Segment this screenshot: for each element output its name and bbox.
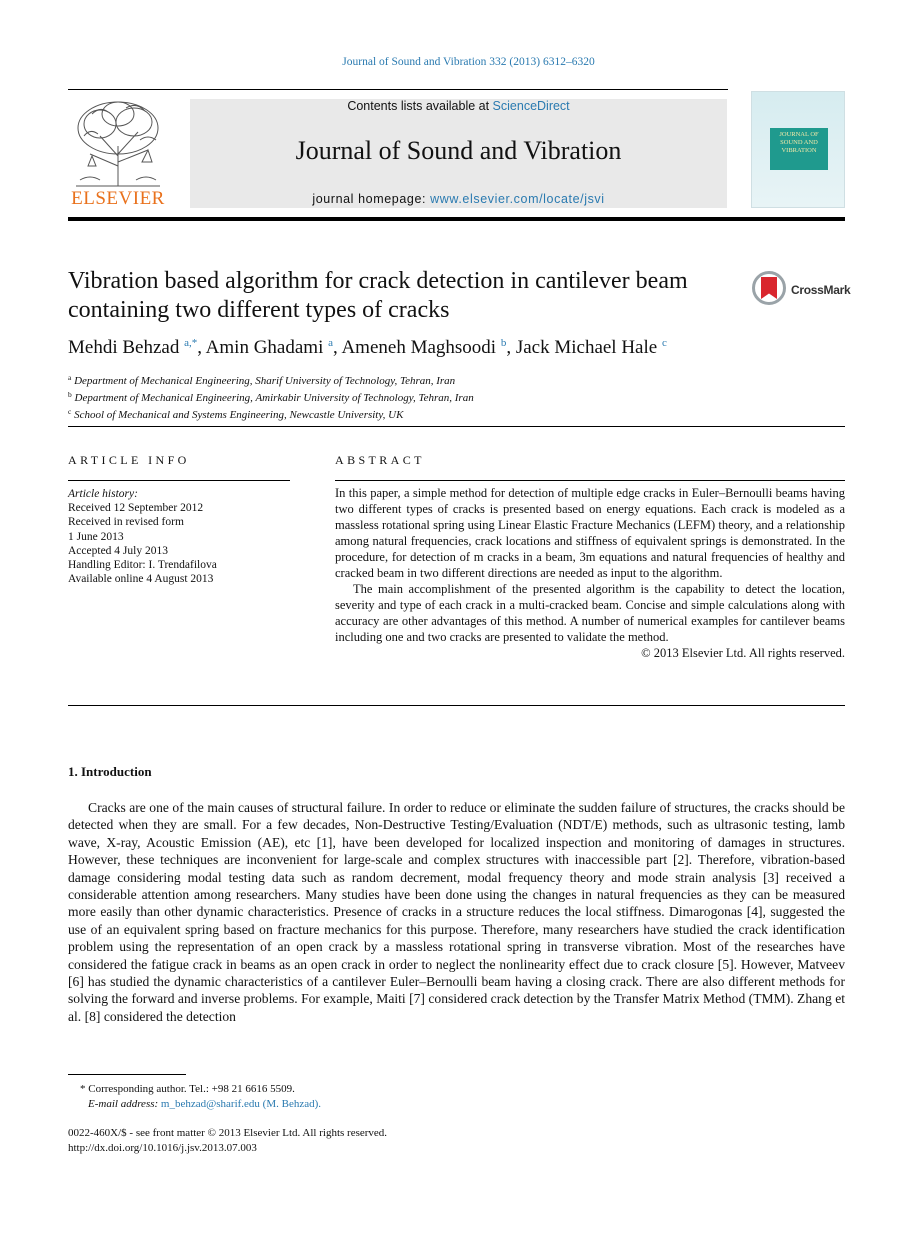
section-heading-introduction: 1. Introduction [68,764,152,779]
header-rule [68,89,728,90]
article-title: Vibration based algorithm for crack detection in cantilever beam containing two different types of cracks [68,268,688,323]
article-history [68,487,308,586]
issn-line: 0022-460X/$ - see front matter © 2013 Elsevier Ltd. All rights reserved. [68,1127,388,1139]
history-item: Received 12 September 2012 [68,502,204,515]
abstract-copyright: © 2013 Elsevier Ltd. All rights reserved. [641,646,845,660]
affiliation-marker: c [68,407,72,416]
history-item: 1 June 2013 [68,530,124,543]
author-name: Amin Ghadami [205,337,324,358]
section-rule [68,705,845,706]
affiliation-text: Department of Mechanical Engineering, Sharif University of Technology, Tehran, Iran [74,375,456,387]
abstract-rule [335,480,845,481]
affiliation [68,371,768,388]
sciencedirect-link[interactable]: ScienceDirect [492,99,570,113]
journal-title: Journal of Sound and Vibration [295,136,622,165]
corresponding-author-note: * Corresponding author. Tel.: +98 21 6616 5509. [80,1083,295,1095]
affiliation-text: Department of Mechanical Engineering, Amirkabir University of Technology, Tehran, Iran [74,392,474,404]
tree-icon [70,96,166,188]
elsevier-wordmark: ELSEVIER [71,188,165,209]
author-name: Mehdi Behzad [68,337,180,358]
affiliation-marker: a [68,373,72,382]
crossmark-badge[interactable] [752,271,851,309]
footnote-rule [68,1074,186,1075]
article-info-heading: ARTICLE INFO [68,453,190,467]
abstract-heading: ABSTRACT [335,453,425,467]
author-affiliation-marker[interactable]: b [500,337,507,349]
cover-title: JOURNAL OF SOUND AND VIBRATION [779,131,819,154]
introduction-body [68,799,845,1025]
header-rule-thick [68,217,845,221]
author-list: Mehdi Behzad $^{a,*}$, Amin Ghadami $^a$, Ameneh Maghsoodi $^b$, Jack Michael Hale $^c$ [68,337,667,358]
author-affiliation-marker[interactable]: a [328,337,333,349]
introduction-paragraph: Cracks are one of the main causes of structural failure. In order to reduce or eliminate the sudden failure of structures, the cracks should be detected when they are small. For a few decades, Non-Destructive Testing/Evaluation (NDT/E) methods, such as ultrasonic testing, lamb wave, X-ray, Acoustic Emission (AE), etc [1], have been developed for localized inspection and monitoring of damages in structures. However, these techniques are inconvenient for large-scale and complex structures with inaccessible part [2]. Therefore, vibration-based damage considering modal testing data such as random decrement, modal frequency theory and mode strain analysis [3] received a considerable attention among researchers. Many studies have been done using the changes in natural frequencies as they can be measured more easily than other dynamic characteristics. Presence of cracks in a structure reduces the local stiffness. Dimarogonas [4], suggested the use of an equivalent spring based on fracture mechanics for this purpose. Therefore, many researchers have studied the crack identification problem using the representation of an open crack by a massless rotational spring in transverse vibration. Most of the researches have considered the fatigue crack in beams as an open crack in order to neglect the nonlinearity effect due to crack closure [5]. However, Matveev [6] has studied the dynamic characteristics of a cantilever Euler–Bernoulli beam having a closing crack. There are also different methods for solving the forward and inverse problems. For example, Maiti [7] considered crack detection by the Transfer Matrix Method (TMM). Zhang et al. [8] considered the detection [68,800,845,1024]
affiliation-text: School of Mechanical and Systems Engineering, Newcastle University, UK [74,409,404,421]
history-item: Received in revised form [68,516,184,529]
abstract-paragraph: The main accomplishment of the presented algorithm is the capability to detect the location, severity and type of each crack in a multi-cracked beam. Concise and simple calculations along with accuracy are other advantages of this method. A number of numerical examples for cantilever beams including one and two cracks are presented to validate the method. [335,582,845,644]
bottom-meta [68,1126,568,1155]
email-label: E-mail address: [88,1098,161,1110]
affiliation-marker: b [68,390,72,399]
author-name: Ameneh Maghsoodi [341,337,497,358]
email-note [68,1097,568,1112]
author-affiliation-marker[interactable]: a,* [184,337,198,349]
crossmark-label: CrossMark [791,283,851,297]
doi-link[interactable]: http://dx.doi.org/10.1016/j.jsv.2013.07.003 [68,1141,257,1154]
article-info-rule [68,480,290,481]
journal-cover-thumbnail[interactable] [751,91,845,208]
contents-prefix: Contents lists available at [347,99,493,113]
abstract-body [335,485,845,661]
affiliation [68,388,768,405]
journal-citation[interactable]: Journal of Sound and Vibration 332 (2013) 6312–6320 [342,56,595,68]
homepage-line [190,192,727,206]
author-affiliation-marker[interactable]: c [661,337,667,349]
homepage-prefix: journal homepage: [312,192,431,206]
elsevier-logo [68,96,168,210]
section-rule [68,426,845,427]
history-item: Accepted 4 July 2013 [68,544,168,557]
author-name: Jack Michael Hale [515,337,658,358]
journal-homepage-link[interactable]: www.elsevier.com/locate/jsvi [430,192,605,206]
affiliation-list [68,371,768,422]
affiliation [68,405,768,422]
email-link[interactable]: m_behzad@sharif.edu (M. Behzad). [160,1098,322,1110]
abstract-paragraph: In this paper, a simple method for detection of multiple edge cracks in Euler–Bernoulli beams having two different types of cracks is presented based on energy equations. Each crack is modeled as a massless rotational spring using Linear Elastic Fracture Mechanics (LEFM) theory, and a relationship among natural frequencies, crack locations and stiffness of equivalent springs is demonstrated. In the procedure, for detection of m cracks in a beam, 3m equations and natural frequencies of healthy and cracked beam in two different directions are needed as input to the algorithm. [335,486,845,580]
history-item: Handling Editor: I. Trendafilova [68,559,217,572]
history-label: Article history: [68,488,138,500]
history-item: Available online 4 August 2013 [68,573,214,586]
contents-line [190,99,727,113]
footnotes [68,1082,568,1112]
